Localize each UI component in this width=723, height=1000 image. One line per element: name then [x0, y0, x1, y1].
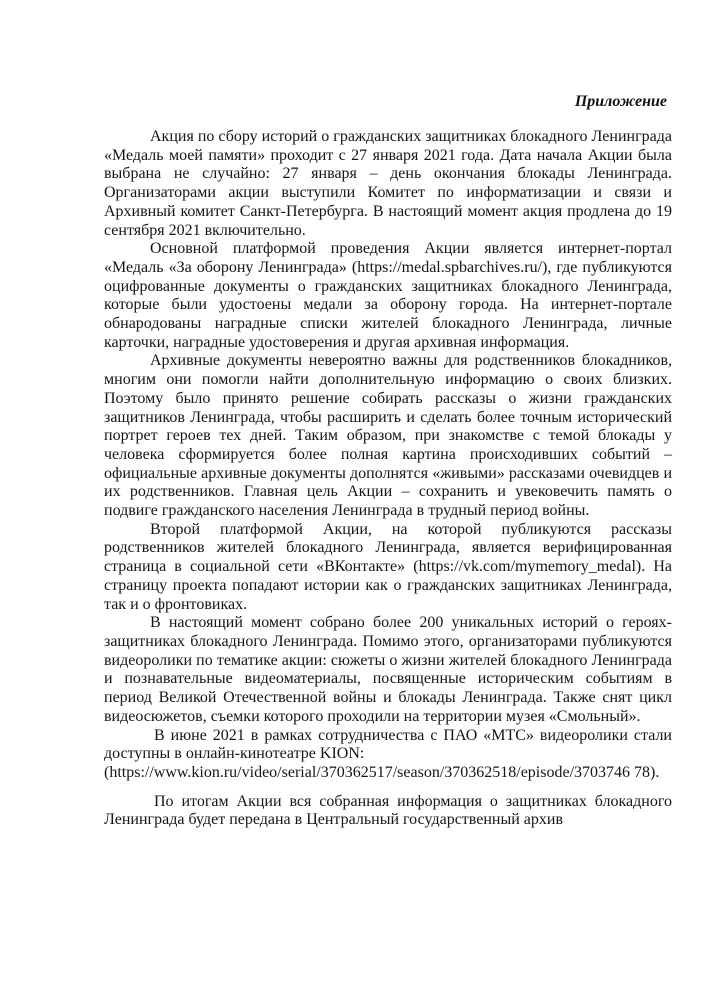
appendix-heading: Приложение [574, 93, 667, 110]
paragraph-main-platform: Основной платформой проведения Акции является интернет-портал «Медаль «За оборону Ленинграда» (https://medal.spbarchives.ru/), где публикуются оцифрованные документы о гражданских защитниках блокадного Ленинграда, которые были удостоены медали за оборону города. На интернет-портале обнародованы наградные списки жителей блокадного Ленинграда, личные карточки, наградные удостоверения и другая архивная информация. [104, 240, 672, 351]
kion-url: (https://www.kion.ru/video/serial/370362517/season/370362518/episode/3703746 78). [104, 763, 660, 781]
paragraph-campaign-intro: Акция по сбору историй о гражданских защитниках блокадного Ленинграда «Медаль моей памяти» проходит с 27 января 2021 года. Дата начала Акции была выбрана не случайно: 27 января – день окончания блокады Ленинграда. Организаторами акции выступили Комитет по информатизации и связи и Архивный комитет Санкт-Петербурга. В настоящий момент акция продлена до 19 сентября 2021 включительно. [104, 128, 672, 239]
paragraph-mts-kion: В июне 2021 в рамках сотрудничества с ПАО «МТС» видеоролики стали доступны в онлайн-кинотеатре KION: [104, 726, 672, 763]
document-body [104, 128, 672, 830]
paragraph-final: По итогам Акции вся собранная информация о защитниках блокадного Ленинграда будет передана в Центральный государственный архив [104, 792, 672, 829]
paragraph-second-platform: Второй платформой Акции, на которой публикуются рассказы родственников жителей блокадного Ленинграда, является верифицированная страница в социальной сети «ВКонтакте» (https://vk.com/mymemory_medal). На страницу проекта попадают истории как о гражданских защитниках Ленинграда, так и о фронтовиках. [104, 520, 672, 613]
paragraph-archive-documents: Архивные документы невероятно важны для родственников блокадников, многим они помогли найти дополнительную информацию о своих близких. Поэтому было принято решение собирать рассказы о жизни гражданских защитников Ленинграда, чтобы расширить и сделать более точным исторический портрет героев тех дней. Таким образом, при знакомстве с темой блокады у человека сформируется более полная картина происходивших событий – официальные архивные документы дополнятся «живыми» рассказами очевидцев и их родственников. Главная цель Акции – сохранить и увековечить память о подвиге гражданского населения Ленинграда в трудный период войны. [104, 352, 672, 520]
paragraph-stories-collected: В настоящий момент собрано более 200 уникальных историй о героях-защитниках блокадного Ленинграда. Помимо этого, организаторами публикуются видеоролики по тематике акции: сюжеты о жизни жителей блокадного Ленинграда и познавательные видеоматериалы, посвященные историческим событиям в период Великой Отечественной войны и блокады Ленинграда. Также снят цикл видеосюжетов, съемки которого проходили на территории музея «Смольный». [104, 614, 672, 725]
